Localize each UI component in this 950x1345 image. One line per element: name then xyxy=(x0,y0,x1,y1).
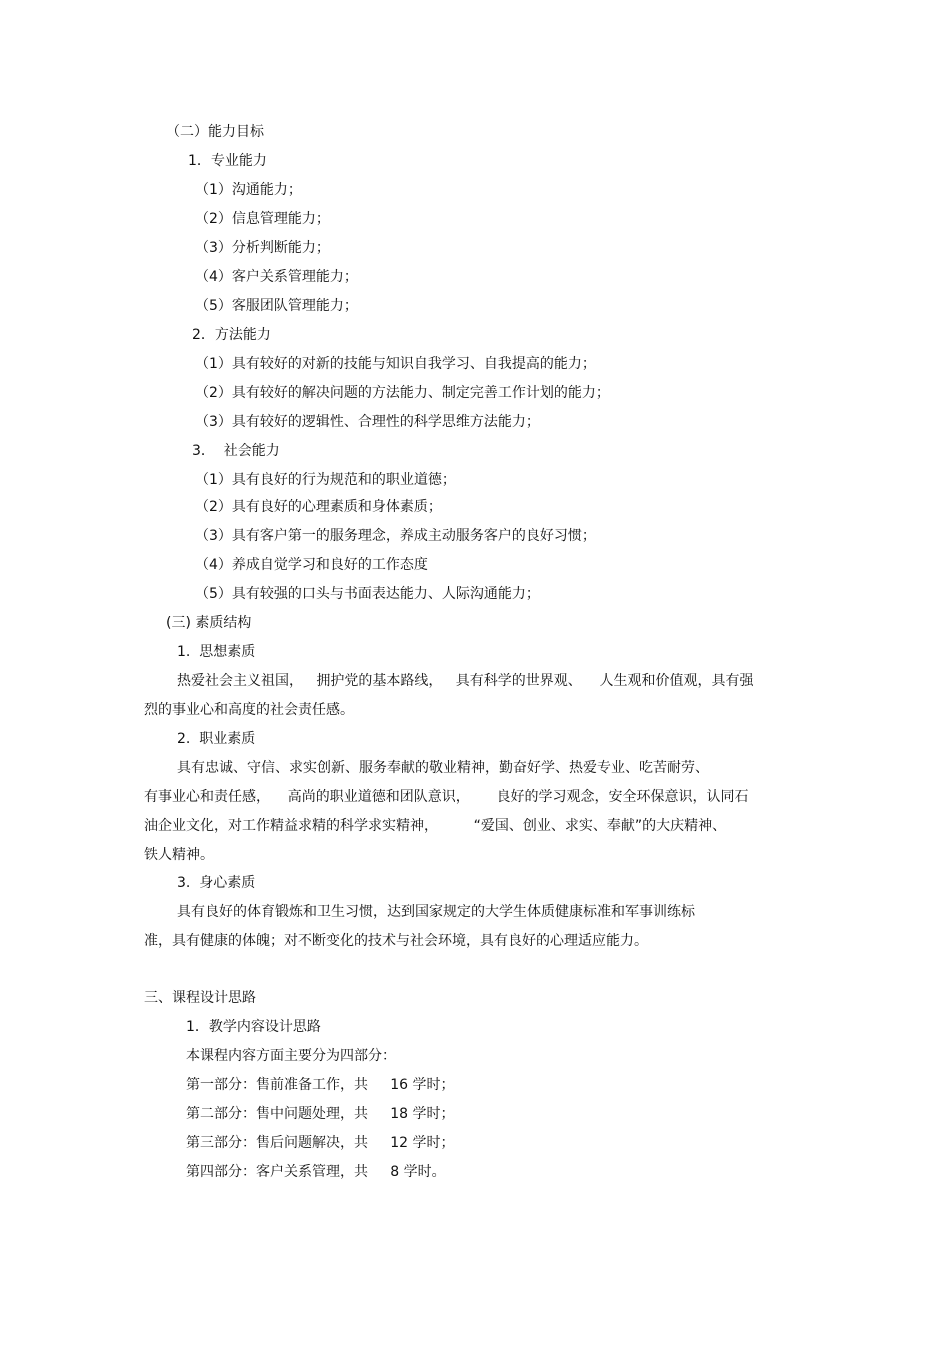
career-quality-line: 有事业心和责任感， 高尚的职业道德和团队意识， 良好的学习观念，安全环保意识，认同石 xyxy=(144,789,749,805)
method-item: （2）具有较好的解决问题的方法能力、制定完善工作计划的能力； xyxy=(195,385,610,401)
thought-quality-line: 热爱社会主义祖国， 拥护党的基本路线， 具有科学的世界观、 人生观和价值观，具有强 xyxy=(177,673,754,689)
professional-ability-title: 1．专业能力 xyxy=(188,153,267,169)
thought-quality-line: 烈的事业心和高度的社会责任感。 xyxy=(144,702,354,718)
course-part: 第一部分：售前准备工作，共 16 学时； xyxy=(186,1077,455,1093)
social-ability-title: 3． 社会能力 xyxy=(192,443,280,459)
method-item: （3）具有较好的逻辑性、合理性的科学思维方法能力； xyxy=(195,414,540,430)
social-item: （4）养成自觉学习和良好的工作态度 xyxy=(195,557,428,573)
career-quality-line: 具有忠诚、守信、求实创新、服务奉献的敬业精神，勤奋好学、热爱专业、吃苦耐劳、 xyxy=(177,760,709,776)
social-item: （2）具有良好的心理素质和身体素质； xyxy=(195,499,442,515)
course-part: 第四部分：客户关系管理，共 8 学时。 xyxy=(186,1164,446,1180)
method-item: （1）具有较好的对新的技能与知识自我学习、自我提高的能力； xyxy=(195,356,596,372)
career-quality-title: 2. 职业素质 xyxy=(177,731,256,747)
professional-item: （4）客户关系管理能力； xyxy=(195,269,358,285)
ability-heading: （二）能力目标 xyxy=(166,124,264,140)
body-quality-line: 准，具有健康的体魄；对不断变化的技术与社会环境，具有良好的心理适应能力。 xyxy=(144,933,648,949)
career-quality-line: 铁人精神。 xyxy=(144,847,214,863)
professional-item: （1）沟通能力； xyxy=(195,182,302,198)
quality-heading: (三) 素质结构 xyxy=(166,615,252,631)
social-item: （1）具有良好的行为规范和的职业道德； xyxy=(195,472,456,488)
professional-item: （5）客服团队管理能力； xyxy=(195,298,358,314)
course-part: 第二部分：售中问题处理，共 18 学时； xyxy=(186,1106,455,1122)
course-part: 第三部分：售后问题解决，共 12 学时； xyxy=(186,1135,455,1151)
course-intro: 本课程内容方面主要分为四部分： xyxy=(186,1048,396,1064)
course-design-heading: 三、课程设计思路 xyxy=(144,990,256,1006)
professional-item: （3）分析判断能力； xyxy=(195,240,330,256)
course-sub-title: 1．教学内容设计思路 xyxy=(186,1019,321,1035)
social-item: （3）具有客户第一的服务理念，养成主动服务客户的良好习惯； xyxy=(195,528,596,544)
professional-item: （2）信息管理能力； xyxy=(195,211,330,227)
thought-quality-title: 1. 思想素质 xyxy=(177,644,256,660)
method-ability-title: 2．方法能力 xyxy=(192,327,271,343)
career-quality-line: 油企业文化，对工作精益求精的科学求实精神， “爱国、创业、求实、奉献”的大庆精神、 xyxy=(144,818,727,834)
body-quality-title: 3. 身心素质 xyxy=(177,875,256,891)
social-item: （5）具有较强的口头与书面表达能力、人际沟通能力； xyxy=(195,586,540,602)
body-quality-line: 具有良好的体育锻炼和卫生习惯，达到国家规定的大学生体质健康标准和军事训练标 xyxy=(177,904,695,920)
